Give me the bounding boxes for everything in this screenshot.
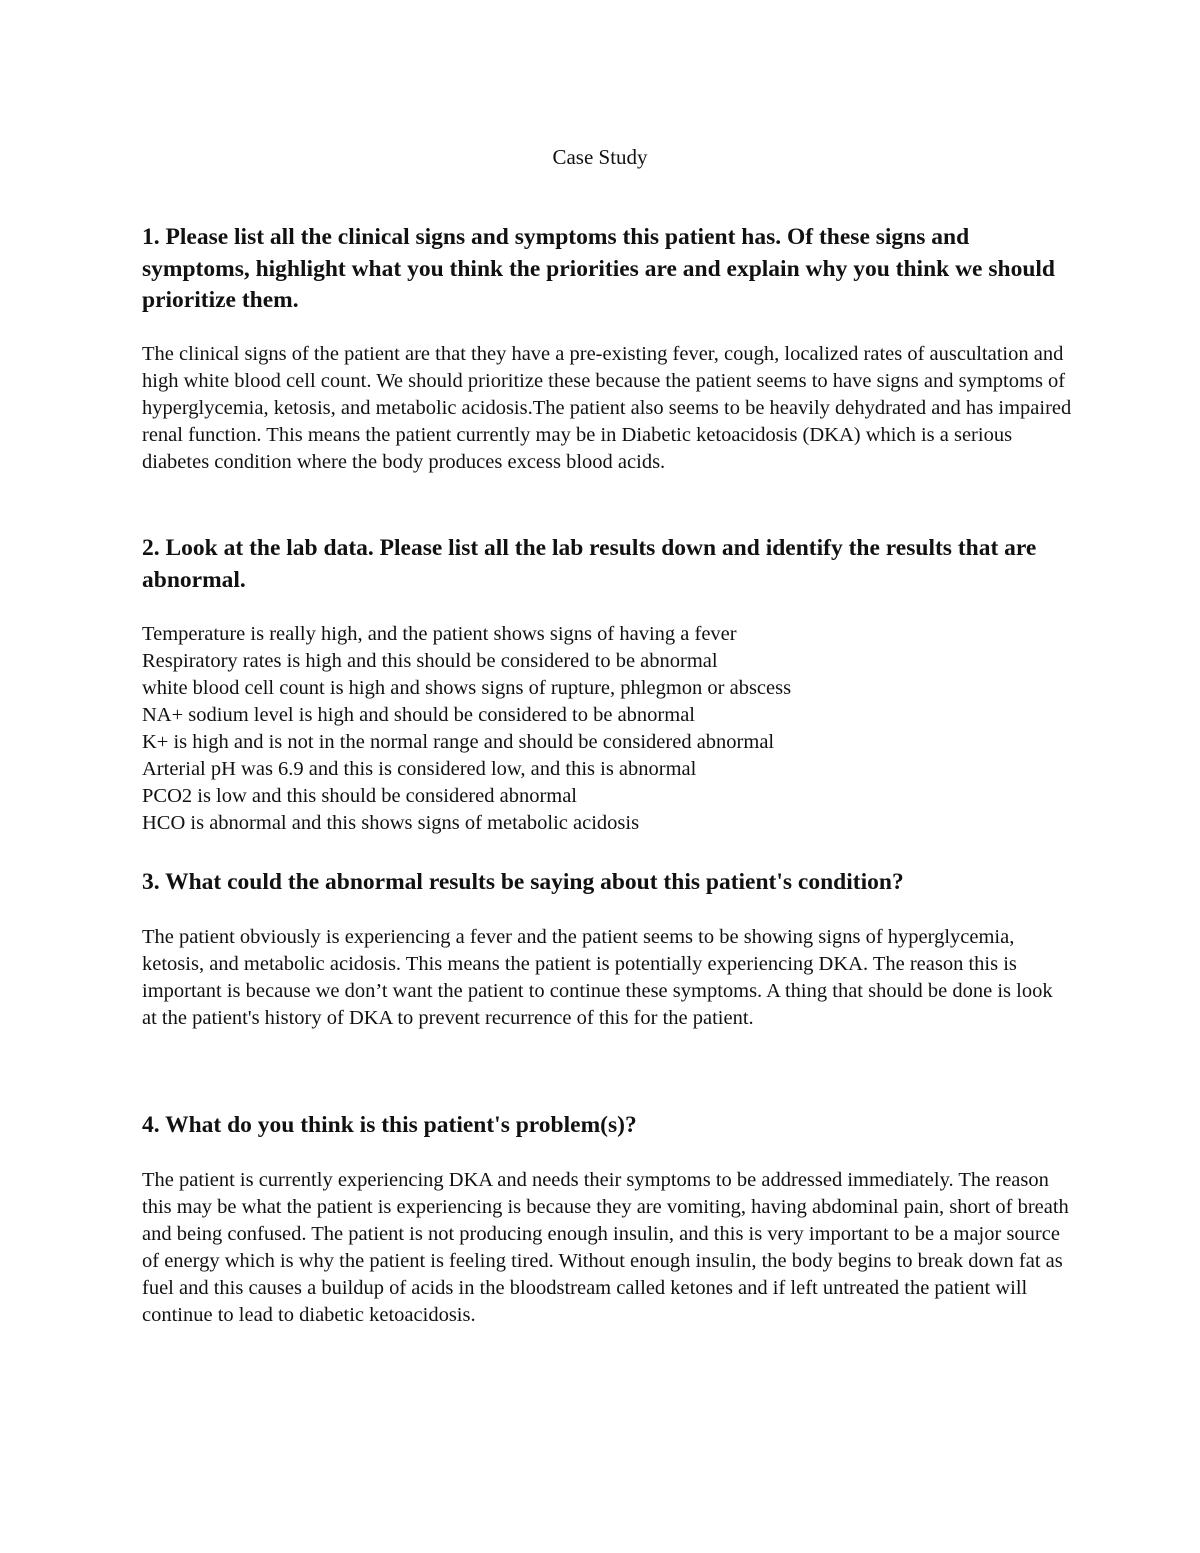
question-4: 4. What do you think is this patient's problem(s)? bbox=[142, 1112, 637, 1138]
lab-result-line: K+ is high and is not in the normal range and should be considered abnormal bbox=[142, 731, 775, 753]
answer-2-lab-results bbox=[142, 621, 1072, 837]
page-title: Case Study bbox=[552, 145, 648, 169]
lab-result-line: Respiratory rates is high and this should be considered to be abnormal bbox=[142, 650, 718, 672]
question-1: 1. Please list all the clinical signs and symptoms this patient has. Of these signs and symptoms, highlight what you think the priorities are and explain why you think we should prioritize them. bbox=[142, 224, 1055, 313]
lab-result-line: PCO2 is low and this should be considered abnormal bbox=[142, 785, 578, 807]
question-2: 2. Look at the lab data. Please list all the lab results down and identify the results that are abnormal. bbox=[142, 535, 1037, 593]
lab-result-line: NA+ sodium level is high and should be considered to be abnormal bbox=[142, 704, 695, 726]
answer-3: The patient obviously is experiencing a fever and the patient seems to be showing signs of hyperglycemia, ketosis, and metabolic acidosis. This means the patient is potentially experiencing DKA. The reason this is important is because we don’t want the patient to continue these symptoms. A thing that should be done is look at the patient's history of DKA to prevent recurrence of this for the patient. bbox=[142, 926, 1053, 1029]
question-3: 3. What could the abnormal results be saying about this patient's condition? bbox=[142, 869, 904, 895]
answer-1: The clinical signs of the patient are that they have a pre-existing fever, cough, localized rates of auscultation and high white blood cell count. We should prioritize these because the patient seems to have signs and symptoms of hyperglycemia, ketosis, and metabolic acidosis.The patient also seems to be heavily dehydrated and has impaired renal function. This means the patient currently may be in Diabetic ketoacidosis (DKA) which is a serious diabetes condition where the body produces excess blood acids. bbox=[142, 343, 1072, 473]
lab-result-line: HCO is abnormal and this shows signs of metabolic acidosis bbox=[142, 812, 640, 834]
lab-result-line: white blood cell count is high and shows signs of rupture, phlegmon or abscess bbox=[142, 677, 792, 699]
answer-4: The patient is currently experiencing DKA and needs their symptoms to be addressed immediately. The reason this may be what the patient is experiencing is because they are vomiting, having abdominal pain, short of breath and being confused. The patient is not producing enough insulin, and this is very important to be a major source of energy which is why the patient is feeling tired. Without enough insulin, the body begins to break down fat as fuel and this causes a buildup of acids in the bloodstream called ketones and if left untreated the patient will continue to lead to diabetic ketoacidosis. bbox=[142, 1169, 1069, 1326]
lab-result-line: Temperature is really high, and the patient shows signs of having a fever bbox=[142, 623, 737, 645]
lab-result-line: Arterial pH was 6.9 and this is considered low, and this is abnormal bbox=[142, 758, 697, 780]
